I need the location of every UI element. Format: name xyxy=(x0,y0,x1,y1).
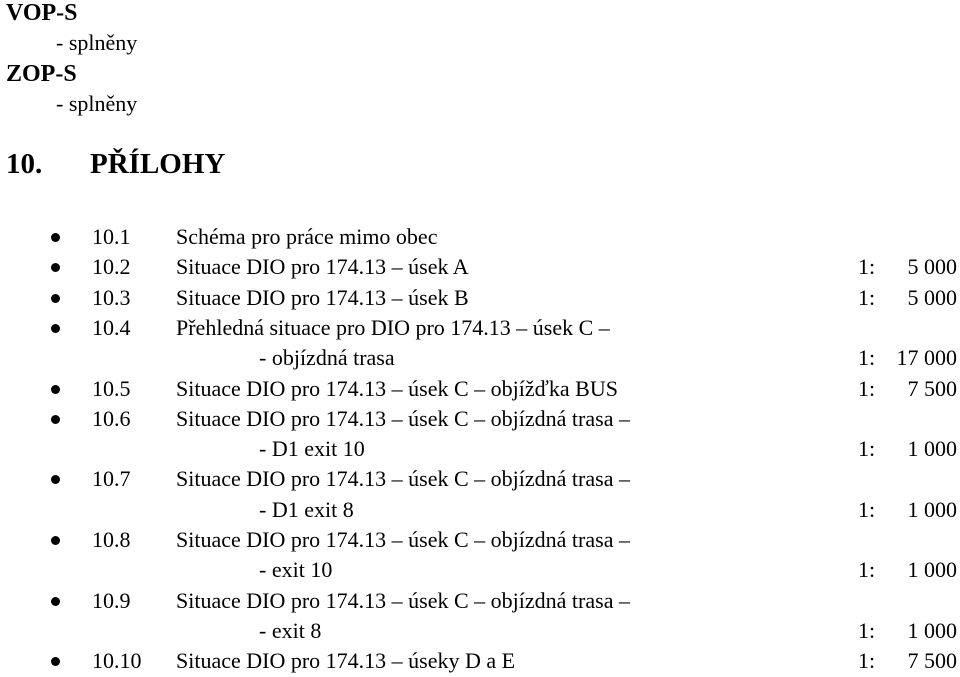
scale-value: 1 000 xyxy=(907,496,957,522)
attachment-subline: - exit 8 xyxy=(259,617,322,643)
bullet-icon xyxy=(51,597,60,606)
attachment-number: 10.1 xyxy=(92,224,131,249)
scale-prefix: 1: xyxy=(858,375,876,401)
attachment-number: 10.5 xyxy=(92,375,131,401)
scale-value: 5 000 xyxy=(907,254,957,280)
bullet-icon xyxy=(51,263,60,272)
attachment-description: Situace DIO pro 174.13 – úsek C – objízdná trasa – xyxy=(176,466,630,492)
attachment-description: Situace DIO pro 174.13 – úsek A xyxy=(176,254,469,280)
attachment-description: Situace DIO pro 174.13 – úsek C – objízdná trasa – xyxy=(176,405,630,431)
scale-prefix: 1: xyxy=(858,345,876,371)
bullet-icon xyxy=(51,536,60,545)
bullet-icon xyxy=(51,385,60,394)
scale-value: 1 000 xyxy=(907,617,957,643)
attachment-description: Situace DIO pro 174.13 – úsek C – objízdná trasa – xyxy=(176,527,630,552)
attachment-number: 10.9 xyxy=(92,587,131,613)
chapter-number: 10. xyxy=(6,148,43,180)
section-heading-zop-s: ZOP-S xyxy=(6,61,77,87)
attachment-subline: - objízdná trasa xyxy=(259,345,395,371)
scale-value: 1 000 xyxy=(907,557,957,583)
bullet-icon xyxy=(51,233,60,242)
bullet-icon xyxy=(51,324,60,333)
scale-prefix: 1: xyxy=(858,254,876,280)
attachment-number: 10.8 xyxy=(92,527,131,552)
section-status-vop-s: - splněny xyxy=(56,30,138,55)
attachment-description: Přehledná situace pro DIO pro 174.13 – úsek C – xyxy=(176,314,610,340)
attachment-number: 10.3 xyxy=(92,284,131,310)
attachment-description: Situace DIO pro 174.13 – úseky D a E xyxy=(176,648,516,674)
attachment-description: Situace DIO pro 174.13 – úsek C – objízdná trasa – xyxy=(176,587,630,613)
scale-value: 1 000 xyxy=(907,436,957,462)
attachment-number: 10.4 xyxy=(92,314,131,340)
attachment-description: Situace DIO pro 174.13 – úsek B xyxy=(176,284,469,310)
bullet-icon xyxy=(51,657,60,666)
attachment-description: Situace DIO pro 174.13 – úsek C – objížďka BUS xyxy=(176,375,618,401)
scale-prefix: 1: xyxy=(858,496,876,522)
scale-prefix: 1: xyxy=(858,284,876,310)
attachment-subline: - D1 exit 8 xyxy=(259,496,354,522)
scale-value: 5 000 xyxy=(907,284,957,310)
scale-prefix: 1: xyxy=(858,617,876,643)
section-heading-vop-s: VOP-S xyxy=(6,0,78,26)
scale-prefix: 1: xyxy=(858,648,876,674)
scale-value: 17 000 xyxy=(896,345,957,371)
bullet-icon xyxy=(51,294,60,303)
attachment-number: 10.7 xyxy=(92,466,131,492)
chapter-title: PŘÍLOHY xyxy=(90,148,226,180)
bullet-icon xyxy=(51,415,60,424)
scale-prefix: 1: xyxy=(858,436,876,462)
attachment-description: Schéma pro práce mimo obec xyxy=(176,224,438,249)
attachment-number: 10.6 xyxy=(92,405,131,431)
bullet-icon xyxy=(51,475,60,484)
attachment-subline: - exit 10 xyxy=(259,557,333,583)
attachment-subline: - D1 exit 10 xyxy=(259,436,365,462)
attachment-number: 10.10 xyxy=(92,648,142,674)
section-status-zop-s: - splněny xyxy=(56,91,138,116)
scale-prefix: 1: xyxy=(858,557,876,583)
scale-value: 7 500 xyxy=(907,648,957,674)
scale-value: 7 500 xyxy=(907,375,957,401)
attachment-number: 10.2 xyxy=(92,254,131,280)
